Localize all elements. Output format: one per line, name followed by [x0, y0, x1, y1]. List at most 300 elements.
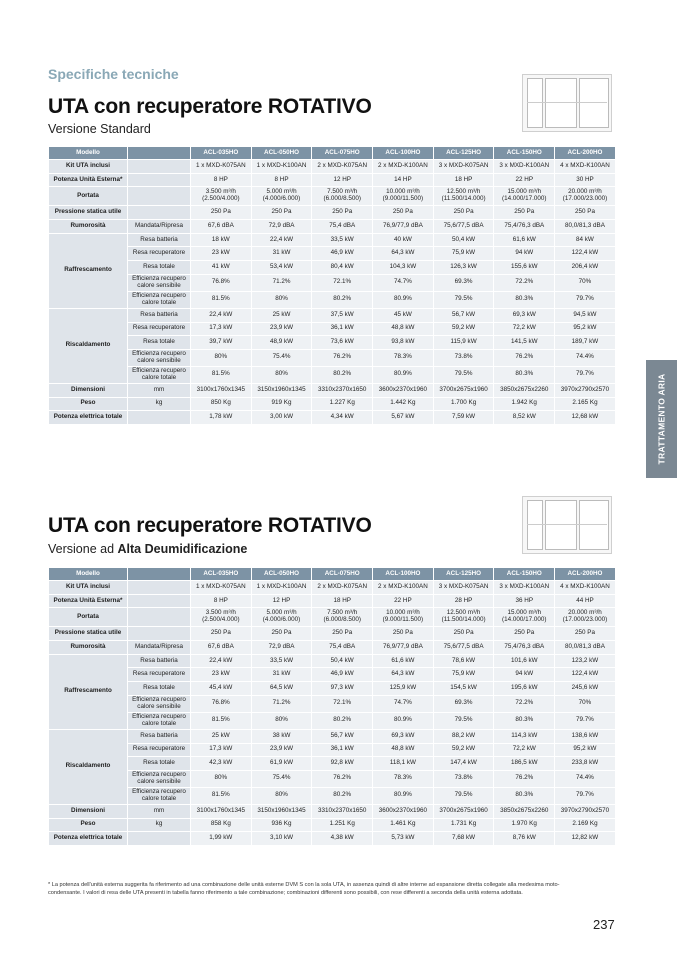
table-cell: 1.700 Kg — [433, 397, 494, 411]
row-sublabel: Resa batteria — [128, 308, 191, 322]
table-cell: 69.3% — [433, 274, 494, 291]
table-cell: 3310x2370x1650 — [312, 383, 373, 397]
table-cell: 50,4 kW — [312, 654, 373, 668]
table-cell: 75.4% — [251, 770, 312, 787]
table-header-cell: ACL-150HO — [494, 568, 555, 581]
table-cell: 75,4 dBA — [312, 220, 373, 234]
table-cell: 94,5 kW — [555, 308, 616, 322]
row-label: Pressione statica utile — [49, 206, 128, 220]
table-cell: 75,9 kW — [433, 668, 494, 682]
table-cell: 69,3 kW — [373, 729, 434, 743]
table-cell: 12,82 kW — [555, 832, 616, 846]
unit-diagram-image-1 — [522, 74, 612, 132]
table-cell: 3310x2370x1650 — [312, 804, 373, 818]
table-header-cell: ACL-035HO — [191, 568, 252, 581]
table-row — [49, 206, 616, 220]
row-sublabel: kg — [128, 397, 191, 411]
table-cell: 75,4/76,3 dBA — [494, 641, 555, 655]
table-cell: 39,7 kW — [191, 336, 252, 350]
table-row — [49, 818, 616, 832]
table-cell: 80,0/81,3 dBA — [555, 220, 616, 234]
table-header-cell: ACL-100HO — [373, 568, 434, 581]
table-cell: 41 kW — [191, 261, 252, 275]
table-cell: 94 kW — [494, 668, 555, 682]
table-cell: 23 kW — [191, 247, 252, 261]
table2-subtitle — [48, 542, 247, 556]
table-cell: 75,6/77,5 dBA — [433, 641, 494, 655]
row-sublabel: mm — [128, 804, 191, 818]
table-cell: 250 Pa — [312, 206, 373, 220]
row-sublabel — [128, 627, 191, 641]
table-cell: 80.2% — [312, 787, 373, 804]
table-cell: 1 x MXD-K100AN — [251, 160, 312, 174]
table-cell: 73.8% — [433, 349, 494, 366]
table-cell: 22 HP — [373, 594, 434, 608]
table-cell: 81.5% — [191, 712, 252, 729]
table-cell: 8 HP — [191, 173, 252, 187]
table-cell: 76.2% — [494, 349, 555, 366]
row-label: Rumorosità — [49, 641, 128, 655]
table-cell: 80,4 kW — [312, 261, 373, 275]
table-cell: 3150x1960x1345 — [251, 804, 312, 818]
row-sublabel: Efficienza recupero calore sensibile — [128, 274, 191, 291]
table-cell: 3 x MXD-K075AN — [433, 581, 494, 595]
table-cell: 69,3 kW — [494, 308, 555, 322]
table-cell: 71.2% — [251, 274, 312, 291]
table-cell: 206,4 kW — [555, 261, 616, 275]
table-row — [49, 787, 616, 804]
table-cell: 233,8 kW — [555, 757, 616, 771]
table-row — [49, 322, 616, 336]
table-cell: 45 kW — [373, 308, 434, 322]
table-cell: 75.4% — [251, 349, 312, 366]
table-cell: 79.5% — [433, 787, 494, 804]
table-cell: 61,6 kW — [373, 654, 434, 668]
table-cell: 72,9 dBA — [251, 641, 312, 655]
table-row — [49, 233, 616, 247]
row-sublabel — [128, 160, 191, 174]
table-cell: 250 Pa — [555, 627, 616, 641]
table-cell: 250 Pa — [373, 206, 434, 220]
row-sublabel: Resa totale — [128, 682, 191, 696]
row-sublabel: Efficienza recupero calore totale — [128, 787, 191, 804]
table-cell: 73,6 kW — [312, 336, 373, 350]
table-cell: 78.3% — [373, 349, 434, 366]
table-cell: 250 Pa — [251, 627, 312, 641]
table-cell: 138,6 kW — [555, 729, 616, 743]
table-header-cell: ACL-075HO — [312, 147, 373, 160]
table-cell: 75,4/76,3 dBA — [494, 220, 555, 234]
table-row — [49, 411, 616, 425]
table-header-cell: ACL-125HO — [433, 568, 494, 581]
table-cell: 122,4 kW — [555, 668, 616, 682]
table-cell: 45,4 kW — [191, 682, 252, 696]
table-cell: 72.2% — [494, 274, 555, 291]
table-cell: 80% — [251, 291, 312, 308]
group-label: Riscaldamento — [49, 729, 128, 804]
table-cell: 67,6 dBA — [191, 220, 252, 234]
table-cell: 31 kW — [251, 247, 312, 261]
table-cell: 101,6 kW — [494, 654, 555, 668]
table1-subtitle-prefix: Versione — [48, 122, 101, 136]
table-header-cell: ACL-100HO — [373, 147, 434, 160]
table-cell: 95,2 kW — [555, 743, 616, 757]
table-cell: 40 kW — [373, 233, 434, 247]
table-cell: 22,4 kW — [191, 308, 252, 322]
section-label: Specifiche tecniche — [48, 66, 179, 82]
row-sublabel: Efficienza recupero calore totale — [128, 291, 191, 308]
table-cell: 72,9 dBA — [251, 220, 312, 234]
table-cell: 72,2 kW — [494, 322, 555, 336]
table-cell: 53,4 kW — [251, 261, 312, 275]
table-cell: 1.970 Kg — [494, 818, 555, 832]
table-cell: 33,5 kW — [312, 233, 373, 247]
table-cell: 61,6 kW — [494, 233, 555, 247]
table-cell: 72.2% — [494, 695, 555, 712]
table-cell: 12.500 m³/h (11.500/14.000) — [433, 608, 494, 627]
row-sublabel: Resa recuperatore — [128, 668, 191, 682]
table-cell: 919 Kg — [251, 397, 312, 411]
table-cell: 7.500 m³/h (6.000/8.500) — [312, 187, 373, 206]
row-sublabel: Efficienza recupero calore totale — [128, 366, 191, 383]
table-cell: 1 x MXD-K075AN — [191, 160, 252, 174]
table-cell: 3 x MXD-K100AN — [494, 160, 555, 174]
table-row — [49, 594, 616, 608]
table-cell: 250 Pa — [251, 206, 312, 220]
table-cell: 1.461 Kg — [373, 818, 434, 832]
table-cell: 14 HP — [373, 173, 434, 187]
group-label: Riscaldamento — [49, 308, 128, 383]
table2-subtitle-bold: Alta Deumidificazione — [117, 542, 248, 556]
table-cell: 30 HP — [555, 173, 616, 187]
table-cell: 18 HP — [433, 173, 494, 187]
table-cell: 1 x MXD-K100AN — [251, 581, 312, 595]
table-cell: 64,3 kW — [373, 247, 434, 261]
table-cell: 7.500 m³/h (6.000/8.500) — [312, 608, 373, 627]
table-cell: 22,4 kW — [251, 233, 312, 247]
table-cell: 15.000 m³/h (14.000/17.000) — [494, 187, 555, 206]
row-sublabel: Efficienza recupero calore totale — [128, 712, 191, 729]
table-cell: 37,5 kW — [312, 308, 373, 322]
table-cell: 12.500 m³/h (11.500/14.000) — [433, 187, 494, 206]
table-cell: 33,5 kW — [251, 654, 312, 668]
row-sublabel: kg — [128, 818, 191, 832]
table-cell: 73.8% — [433, 770, 494, 787]
table-cell: 250 Pa — [433, 206, 494, 220]
table-cell: 80% — [251, 366, 312, 383]
row-sublabel: mm — [128, 383, 191, 397]
row-sublabel: Resa totale — [128, 336, 191, 350]
table-cell: 12 HP — [251, 594, 312, 608]
table-cell: 36,1 kW — [312, 743, 373, 757]
table-cell: 20.000 m³/h (17.000/23.000) — [555, 187, 616, 206]
table-cell: 2.169 Kg — [555, 818, 616, 832]
table-row — [49, 274, 616, 291]
table-cell: 80.2% — [312, 366, 373, 383]
table-cell: 2 x MXD-K075AN — [312, 160, 373, 174]
table-header-cell: ACL-200HO — [555, 568, 616, 581]
table-row — [49, 173, 616, 187]
table-header-cell: ACL-035HO — [191, 147, 252, 160]
table-cell: 250 Pa — [494, 627, 555, 641]
table-row — [49, 804, 616, 818]
table-cell: 3850x2675x2260 — [494, 804, 555, 818]
table-cell: 74.7% — [373, 695, 434, 712]
table-cell: 250 Pa — [494, 206, 555, 220]
table-cell: 72,2 kW — [494, 743, 555, 757]
row-sublabel: Resa totale — [128, 261, 191, 275]
table-cell: 76,9/77,9 dBA — [373, 220, 434, 234]
table-cell: 80.9% — [373, 787, 434, 804]
table-cell: 1.251 Kg — [312, 818, 373, 832]
table-cell: 78.3% — [373, 770, 434, 787]
group-label: Raffrescamento — [49, 654, 128, 729]
table-cell: 3700x2675x1960 — [433, 804, 494, 818]
row-sublabel: Resa recuperatore — [128, 743, 191, 757]
table-cell: 80.3% — [494, 366, 555, 383]
row-sublabel — [128, 594, 191, 608]
table-cell: 8 HP — [251, 173, 312, 187]
table-cell: 79.7% — [555, 787, 616, 804]
table-header-cell: ACL-125HO — [433, 147, 494, 160]
table-cell: 5.000 m³/h (4.000/6.000) — [251, 187, 312, 206]
table-cell: 858 Kg — [191, 818, 252, 832]
row-sublabel: Efficienza recupero calore sensibile — [128, 695, 191, 712]
row-label: Portata — [49, 608, 128, 627]
table-row — [49, 220, 616, 234]
table-cell: 3150x1960x1345 — [251, 383, 312, 397]
row-sublabel — [128, 187, 191, 206]
table-cell: 46,9 kW — [312, 668, 373, 682]
table-cell: 48,8 kW — [373, 743, 434, 757]
row-sublabel: Resa recuperatore — [128, 247, 191, 261]
table-cell: 1.442 Kg — [373, 397, 434, 411]
table-cell: 80% — [251, 787, 312, 804]
table-cell: 8,76 kW — [494, 832, 555, 846]
row-sublabel — [128, 206, 191, 220]
table-cell: 72.1% — [312, 695, 373, 712]
table-row — [49, 261, 616, 275]
table-header-cell — [128, 147, 191, 160]
table-cell: 44 HP — [555, 594, 616, 608]
table-row — [49, 336, 616, 350]
table-cell: 155,6 kW — [494, 261, 555, 275]
table-cell: 59,2 kW — [433, 322, 494, 336]
table-cell: 126,3 kW — [433, 261, 494, 275]
table-cell: 75,4 dBA — [312, 641, 373, 655]
table-cell: 3700x2675x1960 — [433, 383, 494, 397]
table-row — [49, 291, 616, 308]
table-cell: 81.5% — [191, 366, 252, 383]
table-header-cell: ACL-050HO — [251, 147, 312, 160]
table-cell: 250 Pa — [555, 206, 616, 220]
table-cell: 3600x2370x1960 — [373, 383, 434, 397]
table-cell: 36,1 kW — [312, 322, 373, 336]
table-cell: 75,9 kW — [433, 247, 494, 261]
table-cell: 7,68 kW — [433, 832, 494, 846]
row-label: Dimensioni — [49, 383, 128, 397]
table-cell: 28 HP — [433, 594, 494, 608]
table-row — [49, 770, 616, 787]
table-cell: 4 x MXD-K100AN — [555, 160, 616, 174]
table-cell: 5,67 kW — [373, 411, 434, 425]
row-sublabel: Resa totale — [128, 757, 191, 771]
table-row — [49, 383, 616, 397]
row-sublabel — [128, 581, 191, 595]
row-label: Potenza elettrica totale — [49, 832, 128, 846]
table-row — [49, 729, 616, 743]
table-cell: 61,9 kW — [251, 757, 312, 771]
table-cell: 79.7% — [555, 291, 616, 308]
table-cell: 3 x MXD-K100AN — [494, 581, 555, 595]
table-cell: 5,73 kW — [373, 832, 434, 846]
table-cell: 118,1 kW — [373, 757, 434, 771]
table-cell: 36 HP — [494, 594, 555, 608]
table-cell: 80.2% — [312, 712, 373, 729]
table-cell: 5.000 m³/h (4.000/6.000) — [251, 608, 312, 627]
table-cell: 250 Pa — [373, 627, 434, 641]
row-sublabel: Mandata/Ripresa — [128, 220, 191, 234]
table-cell: 78,6 kW — [433, 654, 494, 668]
table-cell: 50,4 kW — [433, 233, 494, 247]
table-cell: 79.5% — [433, 366, 494, 383]
row-label: Kit UTA inclusi — [49, 581, 128, 595]
table-cell: 12,68 kW — [555, 411, 616, 425]
table-cell: 3100x1760x1345 — [191, 383, 252, 397]
table-cell: 141,5 kW — [494, 336, 555, 350]
table-cell: 154,5 kW — [433, 682, 494, 696]
table-cell: 79.7% — [555, 712, 616, 729]
table-cell: 79.5% — [433, 712, 494, 729]
table-cell: 1,78 kW — [191, 411, 252, 425]
table-cell: 147,4 kW — [433, 757, 494, 771]
footnote: * La potenza dell'unità esterna suggerita fa riferimento ad una combinazione delle unità esterne DVM S con la sola UTA, in assenza quindi di altre interne ad espansione diretta collegate alla medesima moto-condensante. I valori di resa delle UTA presenti in tabella fanno riferimento a tale combinazione; combinazioni differenti sono possibili, con rese differenti a seconda della unità esterna adottata. — [48, 882, 560, 896]
table1-subtitle — [48, 122, 151, 136]
table-cell: 1.942 Kg — [494, 397, 555, 411]
table-cell: 250 Pa — [433, 627, 494, 641]
row-label: Peso — [49, 397, 128, 411]
table-cell: 93,8 kW — [373, 336, 434, 350]
table-cell: 95,2 kW — [555, 322, 616, 336]
table-row — [49, 627, 616, 641]
table-cell: 31 kW — [251, 668, 312, 682]
table-cell: 1.227 Kg — [312, 397, 373, 411]
table-cell: 74.4% — [555, 349, 616, 366]
table-cell: 76,9/77,9 dBA — [373, 641, 434, 655]
table-row — [49, 712, 616, 729]
table-cell: 80% — [191, 770, 252, 787]
table-cell: 114,3 kW — [494, 729, 555, 743]
row-label: Peso — [49, 818, 128, 832]
table-cell: 80% — [191, 349, 252, 366]
table-cell: 3,10 kW — [251, 832, 312, 846]
row-label: Potenza elettrica totale — [49, 411, 128, 425]
table-cell: 94 kW — [494, 247, 555, 261]
table-cell: 69.3% — [433, 695, 494, 712]
table-cell: 84 kW — [555, 233, 616, 247]
table-cell: 3 x MXD-K075AN — [433, 160, 494, 174]
table1-subtitle-plain: Standard — [100, 122, 151, 136]
table-cell: 79.7% — [555, 366, 616, 383]
table-cell: 88,2 kW — [433, 729, 494, 743]
table-cell: 80,0/81,3 dBA — [555, 641, 616, 655]
table-cell: 3850x2675x2260 — [494, 383, 555, 397]
table-cell: 92,8 kW — [312, 757, 373, 771]
table-row — [49, 608, 616, 627]
table-cell: 80.3% — [494, 787, 555, 804]
table-row — [49, 397, 616, 411]
table-cell: 75,6/77,5 dBA — [433, 220, 494, 234]
row-label: Potenza Unità Esterna* — [49, 594, 128, 608]
table-cell: 8,52 kW — [494, 411, 555, 425]
table-cell: 2 x MXD-K075AN — [312, 581, 373, 595]
row-label: Portata — [49, 187, 128, 206]
table2-title: UTA con recuperatore ROTATIVO — [48, 514, 372, 537]
table-row — [49, 695, 616, 712]
group-label: Raffrescamento — [49, 233, 128, 308]
table-cell: 17,3 kW — [191, 322, 252, 336]
table-cell: 38 kW — [251, 729, 312, 743]
table-cell: 80.9% — [373, 291, 434, 308]
table-row — [49, 832, 616, 846]
table-cell: 8 HP — [191, 594, 252, 608]
table-cell: 3100x1760x1345 — [191, 804, 252, 818]
unit-diagram-image-2 — [522, 496, 612, 554]
table-cell: 4,38 kW — [312, 832, 373, 846]
table-cell: 97,3 kW — [312, 682, 373, 696]
table-cell: 48,8 kW — [373, 322, 434, 336]
table-cell: 64,5 kW — [251, 682, 312, 696]
table-cell: 250 Pa — [191, 206, 252, 220]
table-cell: 2.165 Kg — [555, 397, 616, 411]
table-cell: 81.5% — [191, 291, 252, 308]
table-cell: 76.2% — [312, 349, 373, 366]
table-cell: 18 HP — [312, 594, 373, 608]
table-cell: 850 Kg — [191, 397, 252, 411]
table-cell: 3.500 m³/h (2.500/4.000) — [191, 187, 252, 206]
row-sublabel — [128, 608, 191, 627]
table-header-cell: ACL-050HO — [251, 568, 312, 581]
spec-table-standard — [48, 146, 616, 425]
table-row — [49, 581, 616, 595]
row-sublabel: Resa batteria — [128, 654, 191, 668]
page-number: 237 — [593, 917, 615, 932]
row-sublabel: Resa batteria — [128, 233, 191, 247]
table-cell: 23,9 kW — [251, 322, 312, 336]
spec-table-high-dehumidification — [48, 567, 616, 846]
table-cell: 2 x MXD-K100AN — [373, 581, 434, 595]
table-header-cell: ACL-150HO — [494, 147, 555, 160]
table-cell: 80.3% — [494, 291, 555, 308]
table-row — [49, 160, 616, 174]
row-sublabel: Resa batteria — [128, 729, 191, 743]
row-label: Potenza Unità Esterna* — [49, 173, 128, 187]
table-cell: 76.8% — [191, 695, 252, 712]
table-cell: 70% — [555, 695, 616, 712]
table-cell: 79.5% — [433, 291, 494, 308]
row-label: Dimensioni — [49, 804, 128, 818]
row-sublabel: Resa recuperatore — [128, 322, 191, 336]
row-sublabel — [128, 173, 191, 187]
row-label: Kit UTA inclusi — [49, 160, 128, 174]
table-cell: 48,9 kW — [251, 336, 312, 350]
row-sublabel — [128, 411, 191, 425]
table-cell: 70% — [555, 274, 616, 291]
table-row — [49, 187, 616, 206]
table-cell: 123,2 kW — [555, 654, 616, 668]
table-cell: 64,3 kW — [373, 668, 434, 682]
table-cell: 4,34 kW — [312, 411, 373, 425]
